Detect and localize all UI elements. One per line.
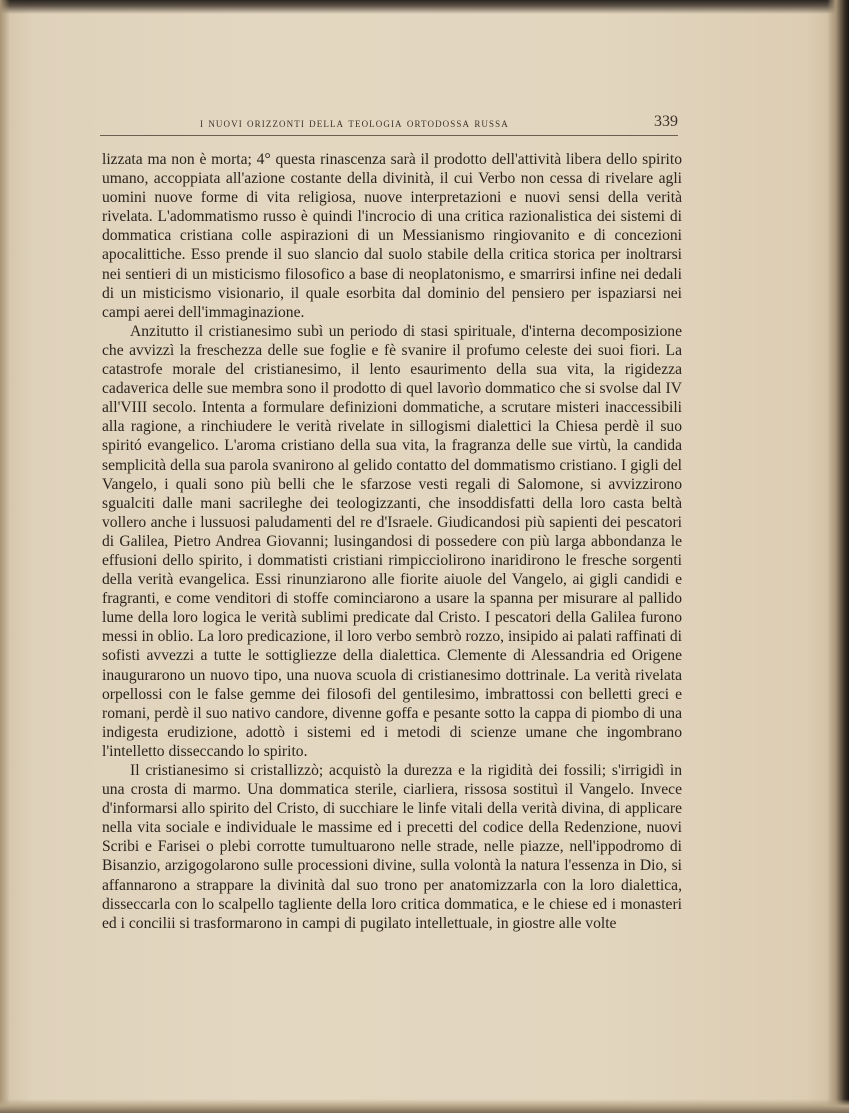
page-top-shadow [0, 0, 849, 14]
page-left-edge [0, 0, 10, 1113]
paragraph-continuation: lizzata ma non è morta; 4° questa rinascenza sarà il prodotto dell'attività libera dello spirito umano, accoppiata all'azione costante della divinità, il cui Verbo non cessa di rivelare agli uomini nuove forme di vita religiosa, nuove interpretazioni e nuovi sensi della verità rivelata. L'adommatismo russo è quindi l'incrocio di una critica razionalistica dei sistemi di dommatica cristiana colle aspirazioni di un Messianismo ringiovanito e di concezioni apocalittiche. Esso prende il suo slancio dal suolo stabile della critica storica per inoltrarsi nei sentieri di un misticismo filosofico a base di neoplatonismo, e smarrirsi infine nei dedali di un misticismo visionario, il quale esorbita dal dominio del pensiero per ispaziarsi nei campi aerei dell'immaginazione. [102, 151, 682, 321]
paragraph: Anzitutto il cristianesimo subì un periodo di stasi spirituale, d'interna decomposizione che avvizzì la freschezza delle sue foglie e fè svanire il profumo celeste dei suoi fiori. La catastrofe morale del cristianesimo, il lento esaurimento della sua vita, la rigidezza cadaverica delle sue membra sono il prodotto di quel lavorìo dommatico che si svolse dal IV all'VIII secolo. Intenta a formulare definizioni dommatiche, a scrutare misteri inaccessibili alla ragione, a rinchiudere le verità rivelate in sillogismi dialettici la Chiesa perdè il suo spiritó evangelico. L'aroma cristiano della sua vita, la fragranza delle sue virtù, la candida semplicità della sua parola svanirono al gelido contatto del dommatismo cristiano. I gigli del Vangelo, i quali sono più belli che le sfarzose vesti regali di Salomone, si avvizzirono sgualciti dalle mani sacrileghe dei teologizzanti, che insoddisfatti della loro casta beltà vollero anche i lussuosi paludamenti del re d'Israele. Giudicandosi più sapienti dei pescatori di Galilea, Pietro Andrea Giovanni; lusingandosi di possedere con più larga abbondanza le effusioni dello spirito, i dommatisti cristiani rimpicciolirono inaridirono le fresche sorgenti della verità evangelica. Essi rinunziarono alle fiorite aiuole del Vangelo, ai gigli candidi e fragranti, e come venditori di stoffe cominciarono a usare la spanna per misurare al pallido lume della loro logica le verità sublimi predicate dal Cristo. I pescatori della Galilea furono messi in oblio. La loro predicazione, il loro verbo sembrò rozzo, insipido ai palati raffinati di sofisti avvezzi a tutte le sottigliezze della dialettica. Clemente di Alessandria ed Origene inaugurarono un nuovo tipo, una nuova scuola di cristianesimo dottrinale. La verità rivelata orpellossi con le false gemme dei filosofi del gentilesimo, imbrattossi con belletti greci e romani, perdè il suo nativo candore, divenne goffa e pesante sotto la cappa di piombo di una indigesta erudizione, adottò i sistemi ed i metodi di scienze umane che ingombrano l'intelletto disseccando lo spirito. [102, 322, 682, 760]
page-right-edge [827, 0, 849, 1113]
page-number: 339 [654, 113, 678, 130]
paragraph: Il cristianesimo si cristallizzò; acquistò la durezza e la rigidità dei fossili; s'irrigidì in una crosta di marmo. Una dommatica sterile, ciarliera, rissosa sostituì il Vangelo. Invece d'informarsi allo spirito del Cristo, di succhiare le linfe vitali della verità divina, di applicare nella vita sociale e individuale le massime ed i precetti del codice della Redenzione, nuovi Scribi e Farisei o plebi corrotte tumultuarono nelle strade, nelle piazze, nell'ippodromo di Bisanzio, arzigogolarono sulle processioni divine, sulla volontà la natura l'essenza in Dio, si affannarono a strappare la divinità dal suo trono per anatomizzarla con la loro dialettica, disseccarla con lo scalpello tagliente della loro critica dommatica, e le chiese ed i monasteri ed i concilii si trasformarono in campi di pugilato intellettuale, in giostre alle volte [102, 762, 682, 932]
running-title: i nuovi orizzonti della teologia ortodossa russa [200, 116, 509, 130]
header-rule [100, 135, 678, 136]
body-text [102, 150, 682, 933]
page-bottom-edge [0, 1099, 849, 1113]
running-head [100, 113, 678, 136]
